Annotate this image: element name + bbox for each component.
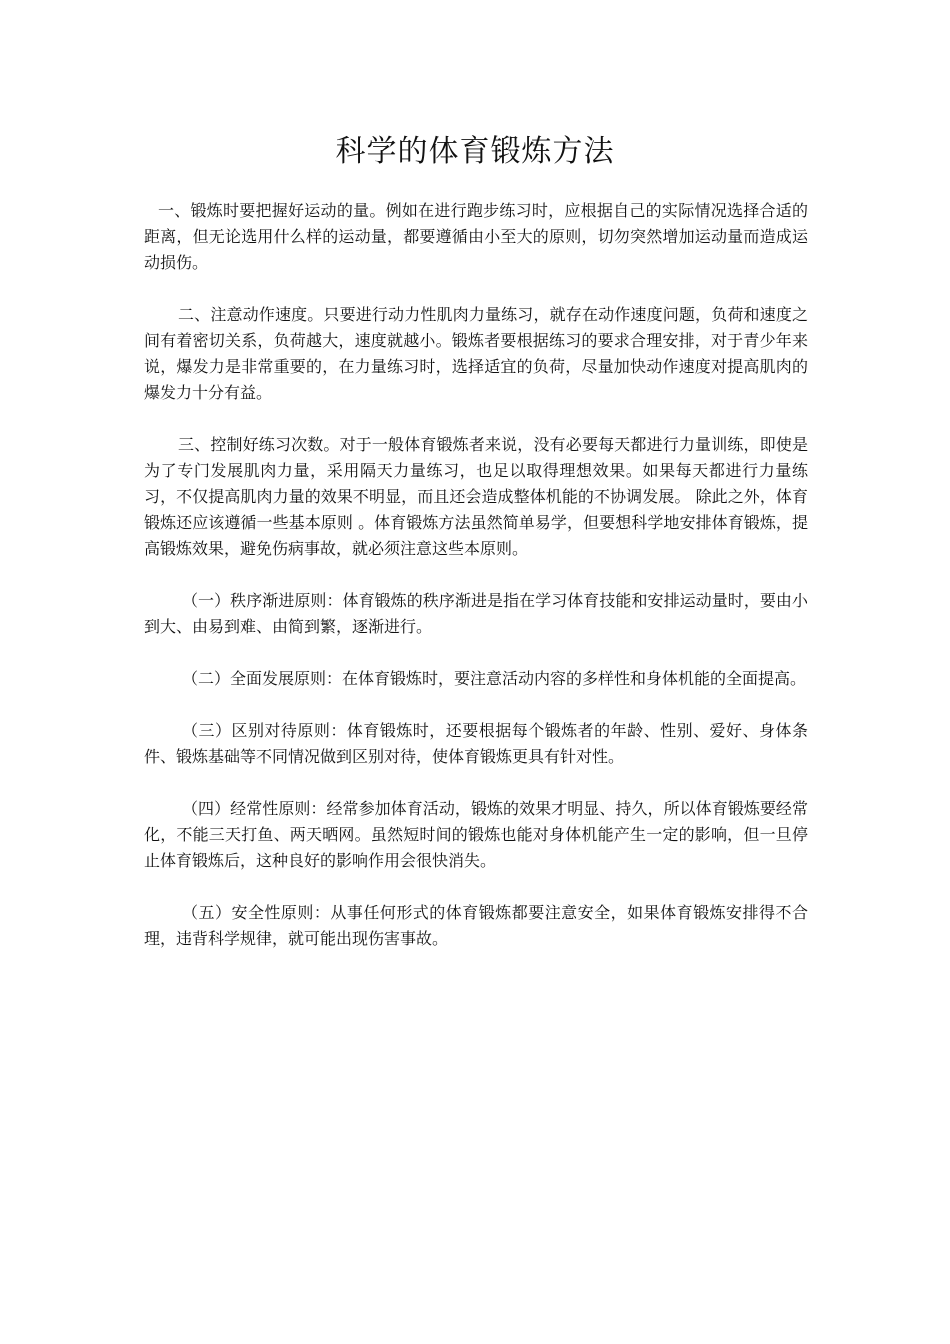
paragraph-principle-5: （五）安全性原则：从事任何形式的体育锻炼都要注意安全，如果体育锻炼安排得不合理，违背科学规律，就可能出现伤害事故。 xyxy=(144,903,808,948)
paragraph-principle-4: （四）经常性原则：经常参加体育活动，锻炼的效果才明显、持久，所以体育锻炼要经常化，不能三天打鱼、两天晒网。虽然短时间的锻炼也能对身体机能产生一定的影响，但一旦停止体育锻炼后，这种良好的影响作用会很快消失。 xyxy=(144,799,808,870)
paragraph-principle-1: （一）秩序渐进原则：体育锻炼的秩序渐进是指在学习体育技能和安排运动量时，要由小到大、由易到难、由简到繁，逐渐进行。 xyxy=(144,591,808,636)
paragraph-1: 一、锻炼时要把握好运动的量。例如在进行跑步练习时，应根据自己的实际情况选择合适的距离，但无论选用什么样的运动量，都要遵循由小至大的原则，切勿突然增加运动量而造成运动损伤。 xyxy=(144,201,808,272)
document-body xyxy=(144,198,808,978)
document-title: 科学的体育锻炼方法 xyxy=(335,134,615,169)
paragraph-principle-3: （三）区别对待原则：体育锻炼时，还要根据每个锻炼者的年龄、性别、爱好、身体条件、锻炼基础等不同情况做到区别对待，使体育锻炼更具有针对性。 xyxy=(144,721,808,766)
paragraph-2: 二、注意动作速度。只要进行动力性肌肉力量练习，就存在动作速度问题，负荷和速度之间有着密切关系，负荷越大，速度就越小。锻炼者要根据练习的要求合理安排，对于青少年来说，爆发力是非常重要的，在力量练习时，选择适宜的负荷，尽量加快动作速度对提高肌肉的爆发力十分有益。 xyxy=(144,305,808,402)
paragraph-3: 三、控制好练习次数。对于一般体育锻炼者来说，没有必要每天都进行力量训练，即使是为了专门发展肌肉力量，采用隔天力量练习，也足以取得理想效果。如果每天都进行力量练习，不仅提高肌肉力量的效果不明显，而且还会造成整体机能的不协调发展。 除此之外，体育锻炼还应该遵循一些基本原则 。体育锻炼方法虽然简单易学，但要想科学地安排体育锻炼，提高锻炼效果，避免伤病事故，就必须注意这些本原则。 xyxy=(144,435,808,558)
paragraph-principle-2: （二）全面发展原则：在体育锻炼时，要注意活动内容的多样性和身体机能的全面提高。 xyxy=(182,669,807,688)
